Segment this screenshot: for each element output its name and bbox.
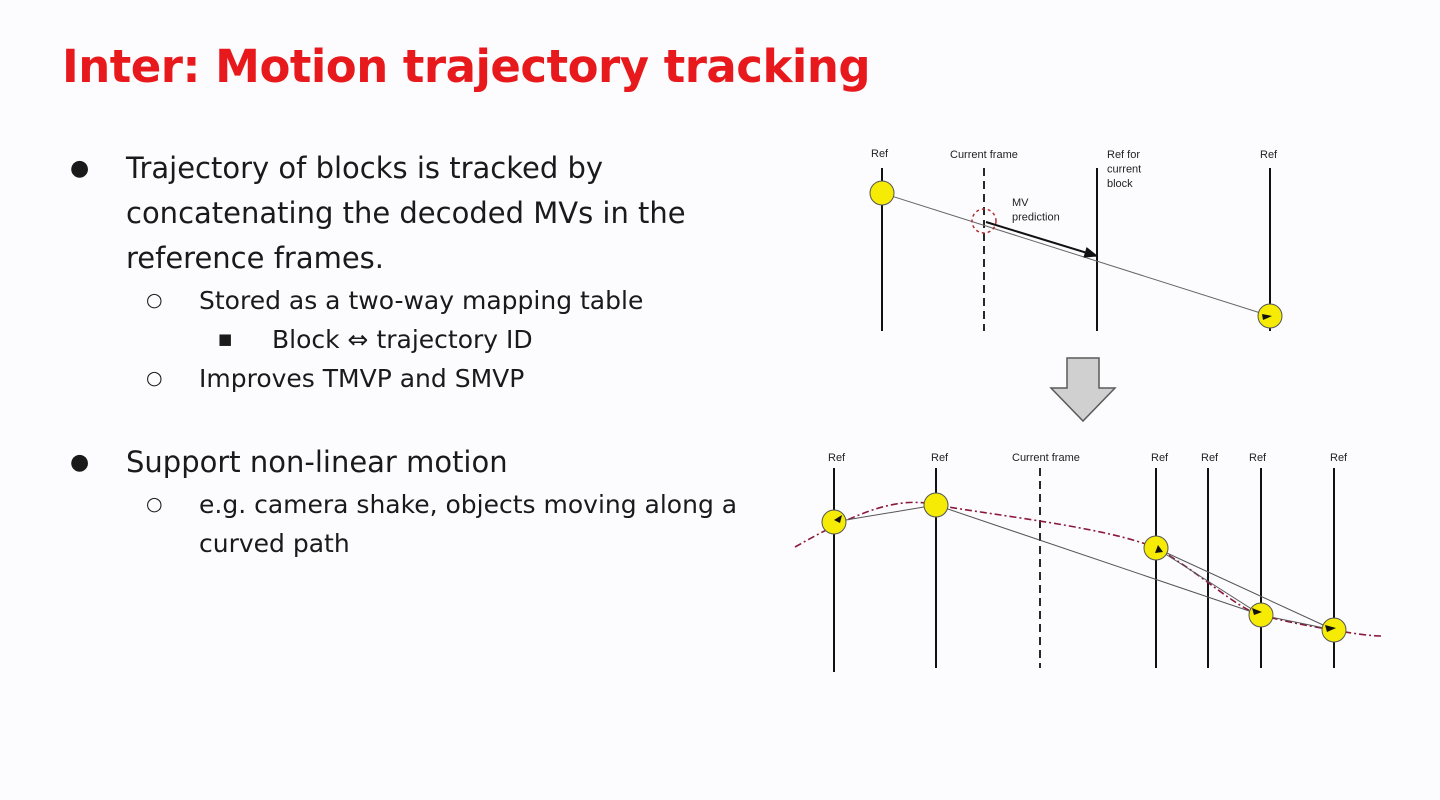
block-circle: [1249, 603, 1273, 627]
label-ref-right: Ref: [1260, 149, 1278, 161]
sub-sub-bullet-text: Block ⇔ trajectory ID: [272, 325, 533, 354]
label-ref: Ref: [931, 452, 949, 464]
bullet-text: Trajectory of blocks is tracked by concatenating the decoded MVs in the reference frames.: [126, 151, 686, 275]
down-arrow-icon: [1051, 358, 1115, 421]
label-ref: Ref: [1201, 452, 1219, 464]
top-diagram: [870, 148, 1282, 331]
label-current-frame: Current frame: [950, 149, 1018, 161]
trajectory-line: [882, 193, 1270, 316]
label-ref: Ref: [828, 452, 846, 464]
label-ref: Ref: [1249, 452, 1267, 464]
sub-bullet-marker: ○: [146, 367, 163, 389]
sub-bullet-text: Stored as a two-way mapping table: [199, 286, 644, 315]
label-current-frame: Current frame: [1012, 452, 1080, 464]
sub-bullet-text: e.g. camera shake, objects moving along a curved path: [199, 490, 738, 558]
bullet-marker: ●: [70, 156, 90, 181]
nonlinear-trajectory-curve: [795, 502, 1382, 636]
block-circle: [924, 493, 948, 517]
slide-title: Inter: Motion trajectory tracking: [62, 40, 871, 93]
trajectory-segment: [936, 505, 1261, 615]
sub-bullet-marker: ○: [146, 289, 163, 311]
label-ref-left: Ref: [871, 148, 889, 160]
label-ref: Ref: [1330, 452, 1348, 464]
label-ref: Ref: [1151, 452, 1169, 464]
block-circle: [1322, 618, 1346, 642]
trajectory-segment: [834, 505, 936, 522]
bottom-diagram: [795, 452, 1382, 672]
label-ref-for-current-block: Ref for current block: [1107, 149, 1142, 190]
sub-bullet-marker: ○: [146, 493, 163, 515]
block-circle: [870, 181, 894, 205]
bullet-text: Support non-linear motion: [126, 445, 508, 479]
bullet-marker: ●: [70, 450, 90, 475]
block-circle: [822, 510, 846, 534]
sub-bullet-text: Improves TMVP and SMVP: [199, 364, 525, 393]
sub-sub-bullet-marker: ■: [218, 330, 233, 348]
mv-prediction-arrow: [986, 222, 1097, 256]
block-circle: [1144, 536, 1168, 560]
label-mv-prediction: MV prediction: [1012, 197, 1060, 224]
